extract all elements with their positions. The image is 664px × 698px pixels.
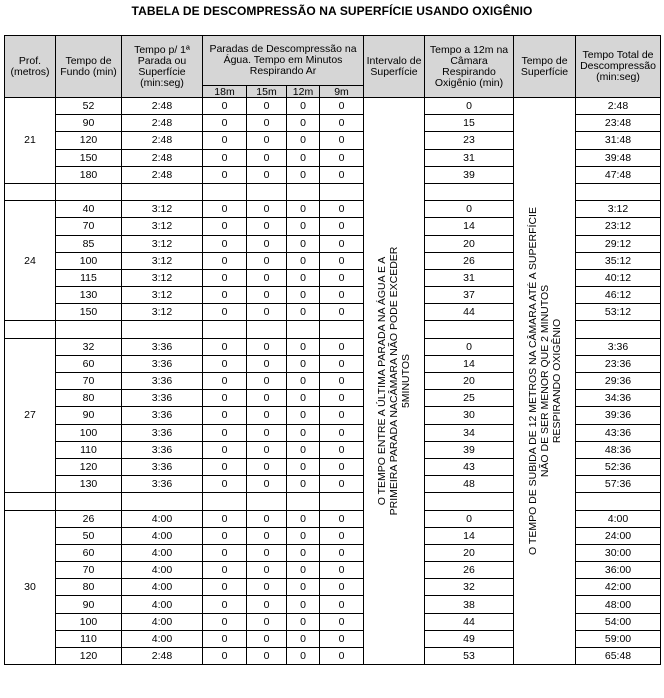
cell-tempo-fundo: 180 — [56, 166, 122, 183]
cell-stop-12m: 0 — [287, 596, 320, 613]
cell-stop-15m: 0 — [247, 562, 287, 579]
cell-stop-15m: 0 — [247, 149, 287, 166]
cell-tempo-total: 47:48 — [576, 166, 661, 183]
cell-tempo-fundo: 32 — [56, 338, 122, 355]
cell-tempo-fundo: 52 — [56, 98, 122, 115]
empty-cell — [425, 493, 514, 510]
prof-cell: 21 — [5, 98, 56, 184]
cell-tempo-total: 30:00 — [576, 544, 661, 561]
cell-stop-9m: 0 — [320, 458, 364, 475]
cell-stop-18m: 0 — [203, 390, 247, 407]
cell-tempo-camara: 14 — [425, 355, 514, 372]
cell-stop-9m: 0 — [320, 304, 364, 321]
cell-tempo-fundo: 130 — [56, 476, 122, 493]
cell-tempo-parada: 3:12 — [122, 287, 203, 304]
empty-cell — [287, 321, 320, 338]
cell-tempo-parada: 3:36 — [122, 441, 203, 458]
cell-stop-12m: 0 — [287, 201, 320, 218]
cell-tempo-total: 46:12 — [576, 287, 661, 304]
cell-tempo-fundo: 150 — [56, 149, 122, 166]
header-tempo-parada: Tempo p/ 1ª Parada ou Superfície (min:seg) — [122, 36, 203, 98]
header-tempo-camara: Tempo a 12m na Câmara Respirando Oxigênio (min) — [425, 36, 514, 98]
header-tempo-superficie: Tempo de Superfície — [514, 36, 576, 98]
cell-tempo-parada: 3:36 — [122, 476, 203, 493]
cell-tempo-parada: 2:48 — [122, 166, 203, 183]
cell-tempo-parada: 3:36 — [122, 390, 203, 407]
cell-tempo-total: 36:00 — [576, 562, 661, 579]
cell-tempo-camara: 37 — [425, 287, 514, 304]
cell-tempo-camara: 25 — [425, 390, 514, 407]
cell-stop-12m: 0 — [287, 252, 320, 269]
cell-stop-18m: 0 — [203, 115, 247, 132]
empty-cell — [5, 183, 56, 200]
cell-stop-12m: 0 — [287, 218, 320, 235]
superficie-note-line: RESPIRANDO OXIGÊNIO — [550, 318, 563, 444]
cell-stop-12m: 0 — [287, 510, 320, 527]
cell-stop-18m: 0 — [203, 510, 247, 527]
cell-stop-12m: 0 — [287, 648, 320, 665]
cell-tempo-fundo: 85 — [56, 235, 122, 252]
cell-tempo-fundo: 70 — [56, 218, 122, 235]
cell-stop-18m: 0 — [203, 252, 247, 269]
cell-stop-15m: 0 — [247, 166, 287, 183]
cell-tempo-fundo: 50 — [56, 527, 122, 544]
cell-tempo-parada: 4:00 — [122, 510, 203, 527]
cell-stop-15m: 0 — [247, 544, 287, 561]
cell-tempo-camara: 30 — [425, 407, 514, 424]
empty-cell — [247, 493, 287, 510]
cell-tempo-camara: 32 — [425, 579, 514, 596]
header-stop-9m: 9m — [320, 86, 364, 98]
cell-stop-9m: 0 — [320, 510, 364, 527]
cell-stop-12m: 0 — [287, 527, 320, 544]
empty-cell — [287, 183, 320, 200]
empty-cell — [56, 321, 122, 338]
cell-stop-18m: 0 — [203, 373, 247, 390]
cell-tempo-parada: 3:36 — [122, 407, 203, 424]
cell-stop-15m: 0 — [247, 476, 287, 493]
cell-stop-9m: 0 — [320, 407, 364, 424]
cell-stop-18m: 0 — [203, 269, 247, 286]
cell-stop-18m: 0 — [203, 630, 247, 647]
superficie-note — [527, 207, 563, 555]
cell-tempo-camara: 20 — [425, 235, 514, 252]
cell-stop-15m: 0 — [247, 579, 287, 596]
cell-stop-9m: 0 — [320, 132, 364, 149]
cell-stop-18m: 0 — [203, 407, 247, 424]
cell-tempo-fundo: 150 — [56, 304, 122, 321]
cell-tempo-fundo: 70 — [56, 562, 122, 579]
cell-stop-15m: 0 — [247, 218, 287, 235]
cell-tempo-total: 29:12 — [576, 235, 661, 252]
cell-tempo-total: 24:00 — [576, 527, 661, 544]
cell-tempo-total: 52:36 — [576, 458, 661, 475]
cell-stop-15m: 0 — [247, 596, 287, 613]
cell-stop-12m: 0 — [287, 390, 320, 407]
cell-stop-18m: 0 — [203, 648, 247, 665]
header-stop-18m: 18m — [203, 86, 247, 98]
cell-tempo-total: 57:36 — [576, 476, 661, 493]
cell-tempo-parada: 3:12 — [122, 304, 203, 321]
cell-stop-9m: 0 — [320, 596, 364, 613]
cell-stop-15m: 0 — [247, 648, 287, 665]
cell-tempo-camara: 0 — [425, 98, 514, 115]
cell-stop-9m: 0 — [320, 149, 364, 166]
empty-cell — [425, 321, 514, 338]
cell-tempo-camara: 26 — [425, 562, 514, 579]
cell-stop-15m: 0 — [247, 269, 287, 286]
cell-tempo-total: 31:48 — [576, 132, 661, 149]
cell-tempo-parada: 2:48 — [122, 98, 203, 115]
cell-tempo-parada: 4:00 — [122, 527, 203, 544]
cell-tempo-parada: 3:36 — [122, 355, 203, 372]
decompression-table — [4, 35, 661, 665]
cell-stop-15m: 0 — [247, 630, 287, 647]
empty-cell — [320, 493, 364, 510]
cell-tempo-total: 65:48 — [576, 648, 661, 665]
cell-tempo-fundo: 120 — [56, 648, 122, 665]
cell-stop-12m: 0 — [287, 149, 320, 166]
cell-stop-9m: 0 — [320, 235, 364, 252]
cell-stop-12m: 0 — [287, 562, 320, 579]
empty-cell — [287, 493, 320, 510]
cell-stop-18m: 0 — [203, 527, 247, 544]
cell-tempo-total: 39:36 — [576, 407, 661, 424]
header-prof: Prof. (metros) — [5, 36, 56, 98]
superficie-note-line: NÃO DE SER MENOR QUE 2 MINUTOS — [538, 284, 551, 478]
empty-cell — [576, 183, 661, 200]
cell-tempo-camara: 20 — [425, 373, 514, 390]
cell-tempo-fundo: 90 — [56, 407, 122, 424]
empty-cell — [56, 493, 122, 510]
cell-tempo-camara: 43 — [425, 458, 514, 475]
empty-cell — [5, 493, 56, 510]
cell-stop-12m: 0 — [287, 166, 320, 183]
cell-tempo-parada: 3:36 — [122, 424, 203, 441]
cell-tempo-parada: 3:12 — [122, 218, 203, 235]
cell-stop-18m: 0 — [203, 562, 247, 579]
cell-stop-15m: 0 — [247, 355, 287, 372]
cell-tempo-total: 3:12 — [576, 201, 661, 218]
cell-tempo-total: 48:00 — [576, 596, 661, 613]
cell-tempo-total: 23:36 — [576, 355, 661, 372]
cell-tempo-total: 23:48 — [576, 115, 661, 132]
empty-cell — [203, 321, 247, 338]
cell-stop-9m: 0 — [320, 579, 364, 596]
cell-tempo-fundo: 40 — [56, 201, 122, 218]
cell-tempo-camara: 38 — [425, 596, 514, 613]
cell-tempo-camara: 34 — [425, 424, 514, 441]
cell-tempo-camara: 23 — [425, 132, 514, 149]
cell-tempo-camara: 0 — [425, 510, 514, 527]
cell-tempo-fundo: 70 — [56, 373, 122, 390]
cell-tempo-parada: 4:00 — [122, 562, 203, 579]
cell-tempo-camara: 0 — [425, 338, 514, 355]
cell-stop-9m: 0 — [320, 98, 364, 115]
cell-stop-9m: 0 — [320, 269, 364, 286]
table-row — [5, 98, 661, 115]
cell-stop-15m: 0 — [247, 98, 287, 115]
cell-stop-15m: 0 — [247, 252, 287, 269]
empty-cell — [320, 321, 364, 338]
header-tempo-fundo: Tempo de Fundo (min) — [56, 36, 122, 98]
empty-cell — [576, 493, 661, 510]
cell-stop-15m: 0 — [247, 304, 287, 321]
cell-stop-12m: 0 — [287, 115, 320, 132]
intervalo-note-cell — [364, 98, 425, 665]
cell-tempo-fundo: 100 — [56, 613, 122, 630]
cell-stop-12m: 0 — [287, 269, 320, 286]
cell-tempo-total: 43:36 — [576, 424, 661, 441]
cell-stop-12m: 0 — [287, 304, 320, 321]
cell-tempo-parada: 2:48 — [122, 132, 203, 149]
cell-tempo-parada: 3:12 — [122, 201, 203, 218]
prof-cell: 24 — [5, 201, 56, 321]
cell-tempo-parada: 3:36 — [122, 458, 203, 475]
cell-stop-12m: 0 — [287, 424, 320, 441]
table-body — [5, 98, 661, 665]
cell-stop-12m: 0 — [287, 441, 320, 458]
cell-stop-12m: 0 — [287, 476, 320, 493]
cell-tempo-fundo: 120 — [56, 132, 122, 149]
cell-tempo-camara: 31 — [425, 149, 514, 166]
cell-tempo-fundo: 120 — [56, 458, 122, 475]
cell-stop-18m: 0 — [203, 458, 247, 475]
cell-stop-12m: 0 — [287, 338, 320, 355]
cell-stop-15m: 0 — [247, 115, 287, 132]
cell-tempo-total: 34:36 — [576, 390, 661, 407]
page-title: TABELA DE DESCOMPRESSÃO NA SUPERFÍCIE USANDO OXIGÊNIO — [131, 4, 533, 18]
cell-tempo-fundo: 26 — [56, 510, 122, 527]
cell-stop-9m: 0 — [320, 441, 364, 458]
cell-tempo-camara: 44 — [425, 304, 514, 321]
cell-stop-18m: 0 — [203, 149, 247, 166]
cell-tempo-parada: 3:12 — [122, 269, 203, 286]
intervalo-note — [376, 247, 412, 516]
header-stop-15m: 15m — [247, 86, 287, 98]
cell-stop-9m: 0 — [320, 562, 364, 579]
cell-tempo-total: 35:12 — [576, 252, 661, 269]
cell-stop-18m: 0 — [203, 98, 247, 115]
cell-tempo-total: 42:00 — [576, 579, 661, 596]
cell-stop-15m: 0 — [247, 201, 287, 218]
cell-tempo-fundo: 110 — [56, 441, 122, 458]
prof-cell: 27 — [5, 338, 56, 493]
header-tempo-total: Tempo Total de Descompressão (min:seg) — [576, 36, 661, 98]
cell-tempo-fundo: 100 — [56, 424, 122, 441]
cell-stop-9m: 0 — [320, 424, 364, 441]
cell-stop-12m: 0 — [287, 613, 320, 630]
cell-stop-18m: 0 — [203, 424, 247, 441]
cell-tempo-fundo: 100 — [56, 252, 122, 269]
cell-stop-9m: 0 — [320, 613, 364, 630]
cell-tempo-parada: 4:00 — [122, 544, 203, 561]
cell-stop-9m: 0 — [320, 201, 364, 218]
cell-tempo-parada: 4:00 — [122, 579, 203, 596]
cell-stop-9m: 0 — [320, 218, 364, 235]
cell-tempo-total: 40:12 — [576, 269, 661, 286]
cell-tempo-fundo: 60 — [56, 355, 122, 372]
cell-stop-12m: 0 — [287, 579, 320, 596]
empty-cell — [425, 183, 514, 200]
cell-stop-12m: 0 — [287, 98, 320, 115]
cell-tempo-fundo: 90 — [56, 596, 122, 613]
empty-cell — [122, 183, 203, 200]
cell-stop-18m: 0 — [203, 338, 247, 355]
cell-tempo-camara: 49 — [425, 630, 514, 647]
cell-tempo-total: 59:00 — [576, 630, 661, 647]
superficie-note-line: O TEMPO DE SUBIDA DE 12 METROS NA CÂMARA ATÉ A SUPERFÍCIE — [526, 207, 539, 556]
cell-stop-12m: 0 — [287, 355, 320, 372]
header-paradas: Paradas de Descompressão na Água. Tempo em Minutos Respirando Ar — [203, 36, 364, 86]
cell-tempo-parada: 3:36 — [122, 373, 203, 390]
cell-tempo-total: 39:48 — [576, 149, 661, 166]
empty-cell — [5, 321, 56, 338]
cell-stop-18m: 0 — [203, 201, 247, 218]
cell-stop-12m: 0 — [287, 544, 320, 561]
empty-cell — [247, 321, 287, 338]
cell-tempo-camara: 0 — [425, 201, 514, 218]
cell-stop-15m: 0 — [247, 510, 287, 527]
cell-tempo-fundo: 130 — [56, 287, 122, 304]
cell-tempo-camara: 14 — [425, 527, 514, 544]
cell-stop-18m: 0 — [203, 235, 247, 252]
cell-stop-15m: 0 — [247, 407, 287, 424]
cell-stop-12m: 0 — [287, 458, 320, 475]
cell-stop-18m: 0 — [203, 132, 247, 149]
cell-tempo-camara: 53 — [425, 648, 514, 665]
cell-stop-9m: 0 — [320, 166, 364, 183]
empty-cell — [247, 183, 287, 200]
cell-stop-12m: 0 — [287, 132, 320, 149]
cell-stop-15m: 0 — [247, 613, 287, 630]
cell-tempo-camara: 44 — [425, 613, 514, 630]
cell-tempo-total: 2:48 — [576, 98, 661, 115]
cell-tempo-total: 23:12 — [576, 218, 661, 235]
cell-tempo-camara: 48 — [425, 476, 514, 493]
cell-tempo-total: 48:36 — [576, 441, 661, 458]
cell-stop-15m: 0 — [247, 390, 287, 407]
empty-cell — [122, 321, 203, 338]
cell-tempo-parada: 4:00 — [122, 613, 203, 630]
cell-stop-9m: 0 — [320, 476, 364, 493]
cell-stop-12m: 0 — [287, 630, 320, 647]
cell-stop-9m: 0 — [320, 115, 364, 132]
cell-stop-18m: 0 — [203, 544, 247, 561]
empty-cell — [320, 183, 364, 200]
intervalo-note-line: 5MINUTOS — [400, 354, 413, 409]
cell-tempo-fundo: 90 — [56, 115, 122, 132]
cell-stop-18m: 0 — [203, 441, 247, 458]
cell-stop-9m: 0 — [320, 355, 364, 372]
cell-tempo-parada: 3:36 — [122, 338, 203, 355]
cell-stop-9m: 0 — [320, 648, 364, 665]
cell-tempo-camara: 20 — [425, 544, 514, 561]
cell-tempo-total: 4:00 — [576, 510, 661, 527]
cell-tempo-camara: 31 — [425, 269, 514, 286]
cell-stop-9m: 0 — [320, 390, 364, 407]
cell-stop-18m: 0 — [203, 613, 247, 630]
cell-tempo-parada: 2:48 — [122, 149, 203, 166]
cell-tempo-fundo: 80 — [56, 579, 122, 596]
cell-stop-15m: 0 — [247, 424, 287, 441]
cell-tempo-fundo: 60 — [56, 544, 122, 561]
empty-cell — [576, 321, 661, 338]
cell-tempo-total: 29:36 — [576, 373, 661, 390]
header-stop-12m: 12m — [287, 86, 320, 98]
cell-tempo-camara: 26 — [425, 252, 514, 269]
cell-stop-12m: 0 — [287, 235, 320, 252]
header-intervalo: Intervalo de Superfície — [364, 36, 425, 98]
empty-cell — [56, 183, 122, 200]
cell-stop-12m: 0 — [287, 287, 320, 304]
cell-tempo-parada: 3:12 — [122, 235, 203, 252]
cell-tempo-parada: 2:48 — [122, 648, 203, 665]
cell-stop-18m: 0 — [203, 476, 247, 493]
cell-tempo-parada: 4:00 — [122, 596, 203, 613]
cell-stop-15m: 0 — [247, 338, 287, 355]
cell-stop-18m: 0 — [203, 218, 247, 235]
empty-cell — [203, 183, 247, 200]
cell-stop-18m: 0 — [203, 287, 247, 304]
cell-stop-18m: 0 — [203, 355, 247, 372]
cell-stop-15m: 0 — [247, 287, 287, 304]
prof-cell: 30 — [5, 510, 56, 665]
cell-tempo-total: 54:00 — [576, 613, 661, 630]
cell-tempo-fundo: 110 — [56, 630, 122, 647]
cell-stop-15m: 0 — [247, 373, 287, 390]
cell-stop-15m: 0 — [247, 132, 287, 149]
cell-tempo-camara: 39 — [425, 166, 514, 183]
intervalo-note-line: O TEMPO ENTRE A ÚLTIMA PARADA NA ÁGUA E A — [376, 256, 389, 506]
cell-tempo-total: 3:36 — [576, 338, 661, 355]
cell-stop-12m: 0 — [287, 407, 320, 424]
cell-stop-9m: 0 — [320, 527, 364, 544]
cell-tempo-fundo: 115 — [56, 269, 122, 286]
cell-stop-15m: 0 — [247, 441, 287, 458]
cell-tempo-camara: 14 — [425, 218, 514, 235]
cell-stop-18m: 0 — [203, 579, 247, 596]
cell-stop-9m: 0 — [320, 544, 364, 561]
empty-cell — [203, 493, 247, 510]
cell-stop-18m: 0 — [203, 304, 247, 321]
cell-stop-9m: 0 — [320, 630, 364, 647]
cell-tempo-total: 53:12 — [576, 304, 661, 321]
cell-stop-15m: 0 — [247, 235, 287, 252]
cell-tempo-camara: 15 — [425, 115, 514, 132]
cell-stop-9m: 0 — [320, 252, 364, 269]
cell-stop-15m: 0 — [247, 527, 287, 544]
cell-tempo-parada: 3:12 — [122, 252, 203, 269]
cell-stop-15m: 0 — [247, 458, 287, 475]
cell-stop-9m: 0 — [320, 338, 364, 355]
cell-stop-18m: 0 — [203, 166, 247, 183]
cell-tempo-parada: 2:48 — [122, 115, 203, 132]
cell-stop-18m: 0 — [203, 596, 247, 613]
cell-tempo-fundo: 80 — [56, 390, 122, 407]
superficie-note-cell — [514, 98, 576, 665]
cell-tempo-parada: 4:00 — [122, 630, 203, 647]
intervalo-note-line: PRIMEIRA PARADA NACÂMARA NÃO PODE EXCEDER — [388, 246, 401, 516]
cell-stop-9m: 0 — [320, 287, 364, 304]
empty-cell — [122, 493, 203, 510]
cell-stop-12m: 0 — [287, 373, 320, 390]
cell-stop-9m: 0 — [320, 373, 364, 390]
cell-tempo-camara: 39 — [425, 441, 514, 458]
